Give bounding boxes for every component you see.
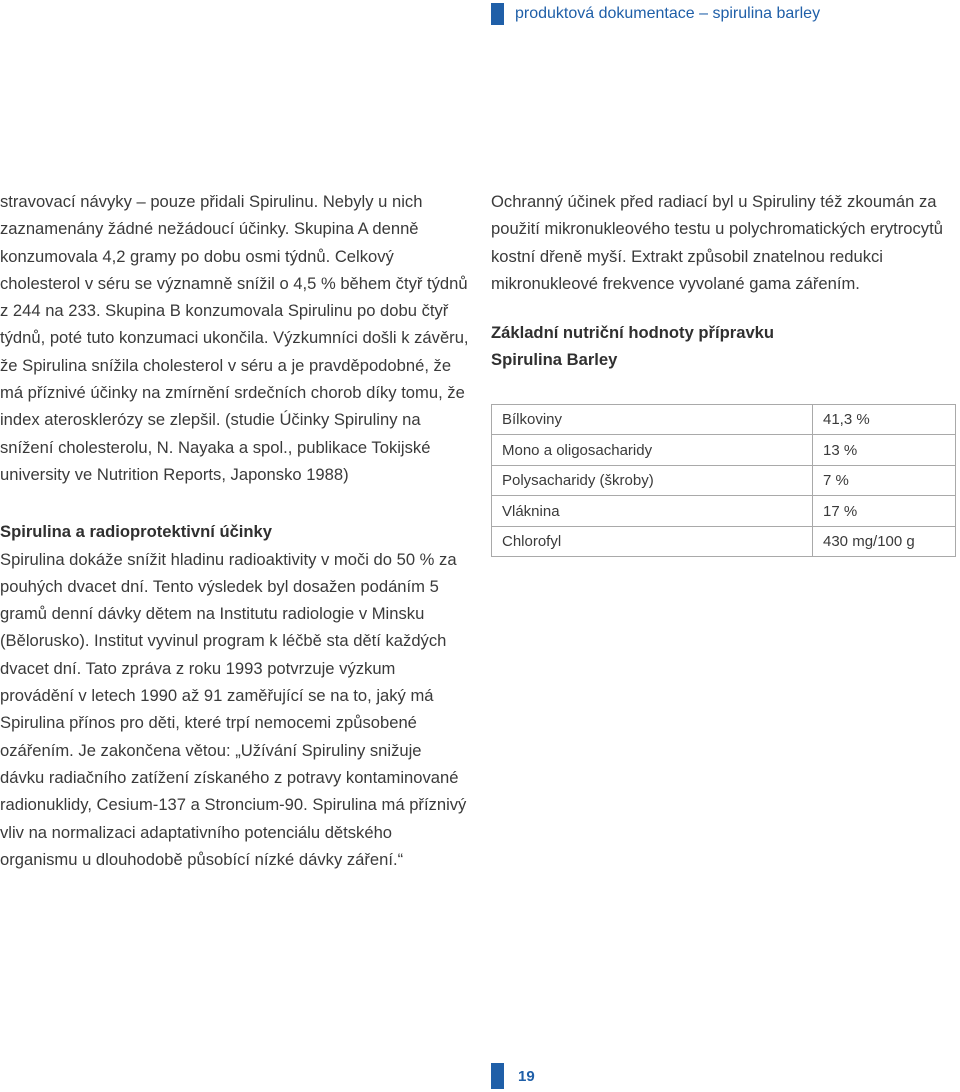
table-row [492,465,956,496]
table-cell-value: 41,3 % [813,404,956,435]
table-cell-label: Vláknina [492,496,813,527]
nutrition-table [491,404,956,558]
right-paragraph-1: Ochranný účinek před radiací byl u Spiruliny též zkoumán za použití mikronukleového testu u polychromatických erytrocytů kostní dřeně myší. Extrakt způsobil znatelnou redukci mikronukleové frekvence vyvolané gama zářením. [491,192,943,293]
table-cell-value: 17 % [813,496,956,527]
page-footer [491,1063,535,1089]
table-cell-value: 7 % [813,465,956,496]
footer-accent-bar [491,1063,504,1089]
table-cell-label: Mono a oligosacharidy [492,435,813,466]
nutrition-heading [491,319,957,374]
table-row [492,435,956,466]
section-heading-radioprotective: Spirulina a radioprotektivní účinky [0,522,273,542]
table-cell-value: 13 % [813,435,956,466]
table-row [492,496,956,527]
table-row [492,526,956,557]
page-number: 19 [518,1067,535,1085]
table-row [492,404,956,435]
table-cell-value: 430 mg/100 g [813,526,956,557]
left-paragraph-2: Spirulina dokáže snížit hladinu radioaktivity v moči do 50 % za pouhých dvacet dní. Tento výsledek byl dosažen podáním 5 gramů denní dávky dětem na Institutu radiologie v Minsku (Bělorusko). Institut vyvinul program k léčbě sta dětí každých dvacet dní. Tato zpráva z roku 1993 potvrzuje výzkum provádění v letech 1990 až 91 zaměřující se na to, jaký má Spirulina přínos pro děti, které trpí nemocemi způsobené ozářením. Je zakončena větou: „Užívání Spiruliny snižuje dávku radiačního zatížení získaného z potravy kontaminované radionuklidy, Cesium-137 a Stroncium-90. Spirulina má příznivý vliv na normalizaci adaptativního potenciálu dětského organismu u dlouhodobě působící nízké dávky záření.“ [0,549,467,869]
page-header [491,3,820,25]
header-accent-bar [491,3,504,25]
nutrition-heading-line-2: Spirulina Barley [491,350,618,370]
nutrition-heading-line-1: Základní nutriční hodnoty přípravku [491,323,775,343]
left-column [0,188,470,873]
table-cell-label: Polysacharidy (škroby) [492,465,813,496]
left-paragraph-1: stravovací návyky – pouze přidali Spirulinu. Nebyly u nich zaznamenány žádné nežádoucí účinky. Skupina A denně konzumovala 4,2 gramy po dobu osmi týdnů. Celkový cholesterol v séru se významně snížil o 4,5 % během čtyř týdnů z 244 na 233. Skupina B konzumovala Spirulinu po dobu čtyř týdnů, poté tuto konzumaci ukončila. Výzkumníci došli k závěru, že Spirulina snížila cholesterol v séru a je pravděpodobné, že má příznivé účinky na zmírnění srdečních chorob díky tomu, že index aterosklerózy se zlepšil. (studie Účinky Spiruliny na snížení cholesterolu, N. Nayaka a spol., publikace Tokijské university ve Nutrition Reports, Japonsko 1988) [0,192,469,484]
table-cell-label: Chlorofyl [492,526,813,557]
right-column [491,188,957,557]
table-cell-label: Bílkoviny [492,404,813,435]
header-title: produktová dokumentace – spirulina barley [515,5,821,22]
